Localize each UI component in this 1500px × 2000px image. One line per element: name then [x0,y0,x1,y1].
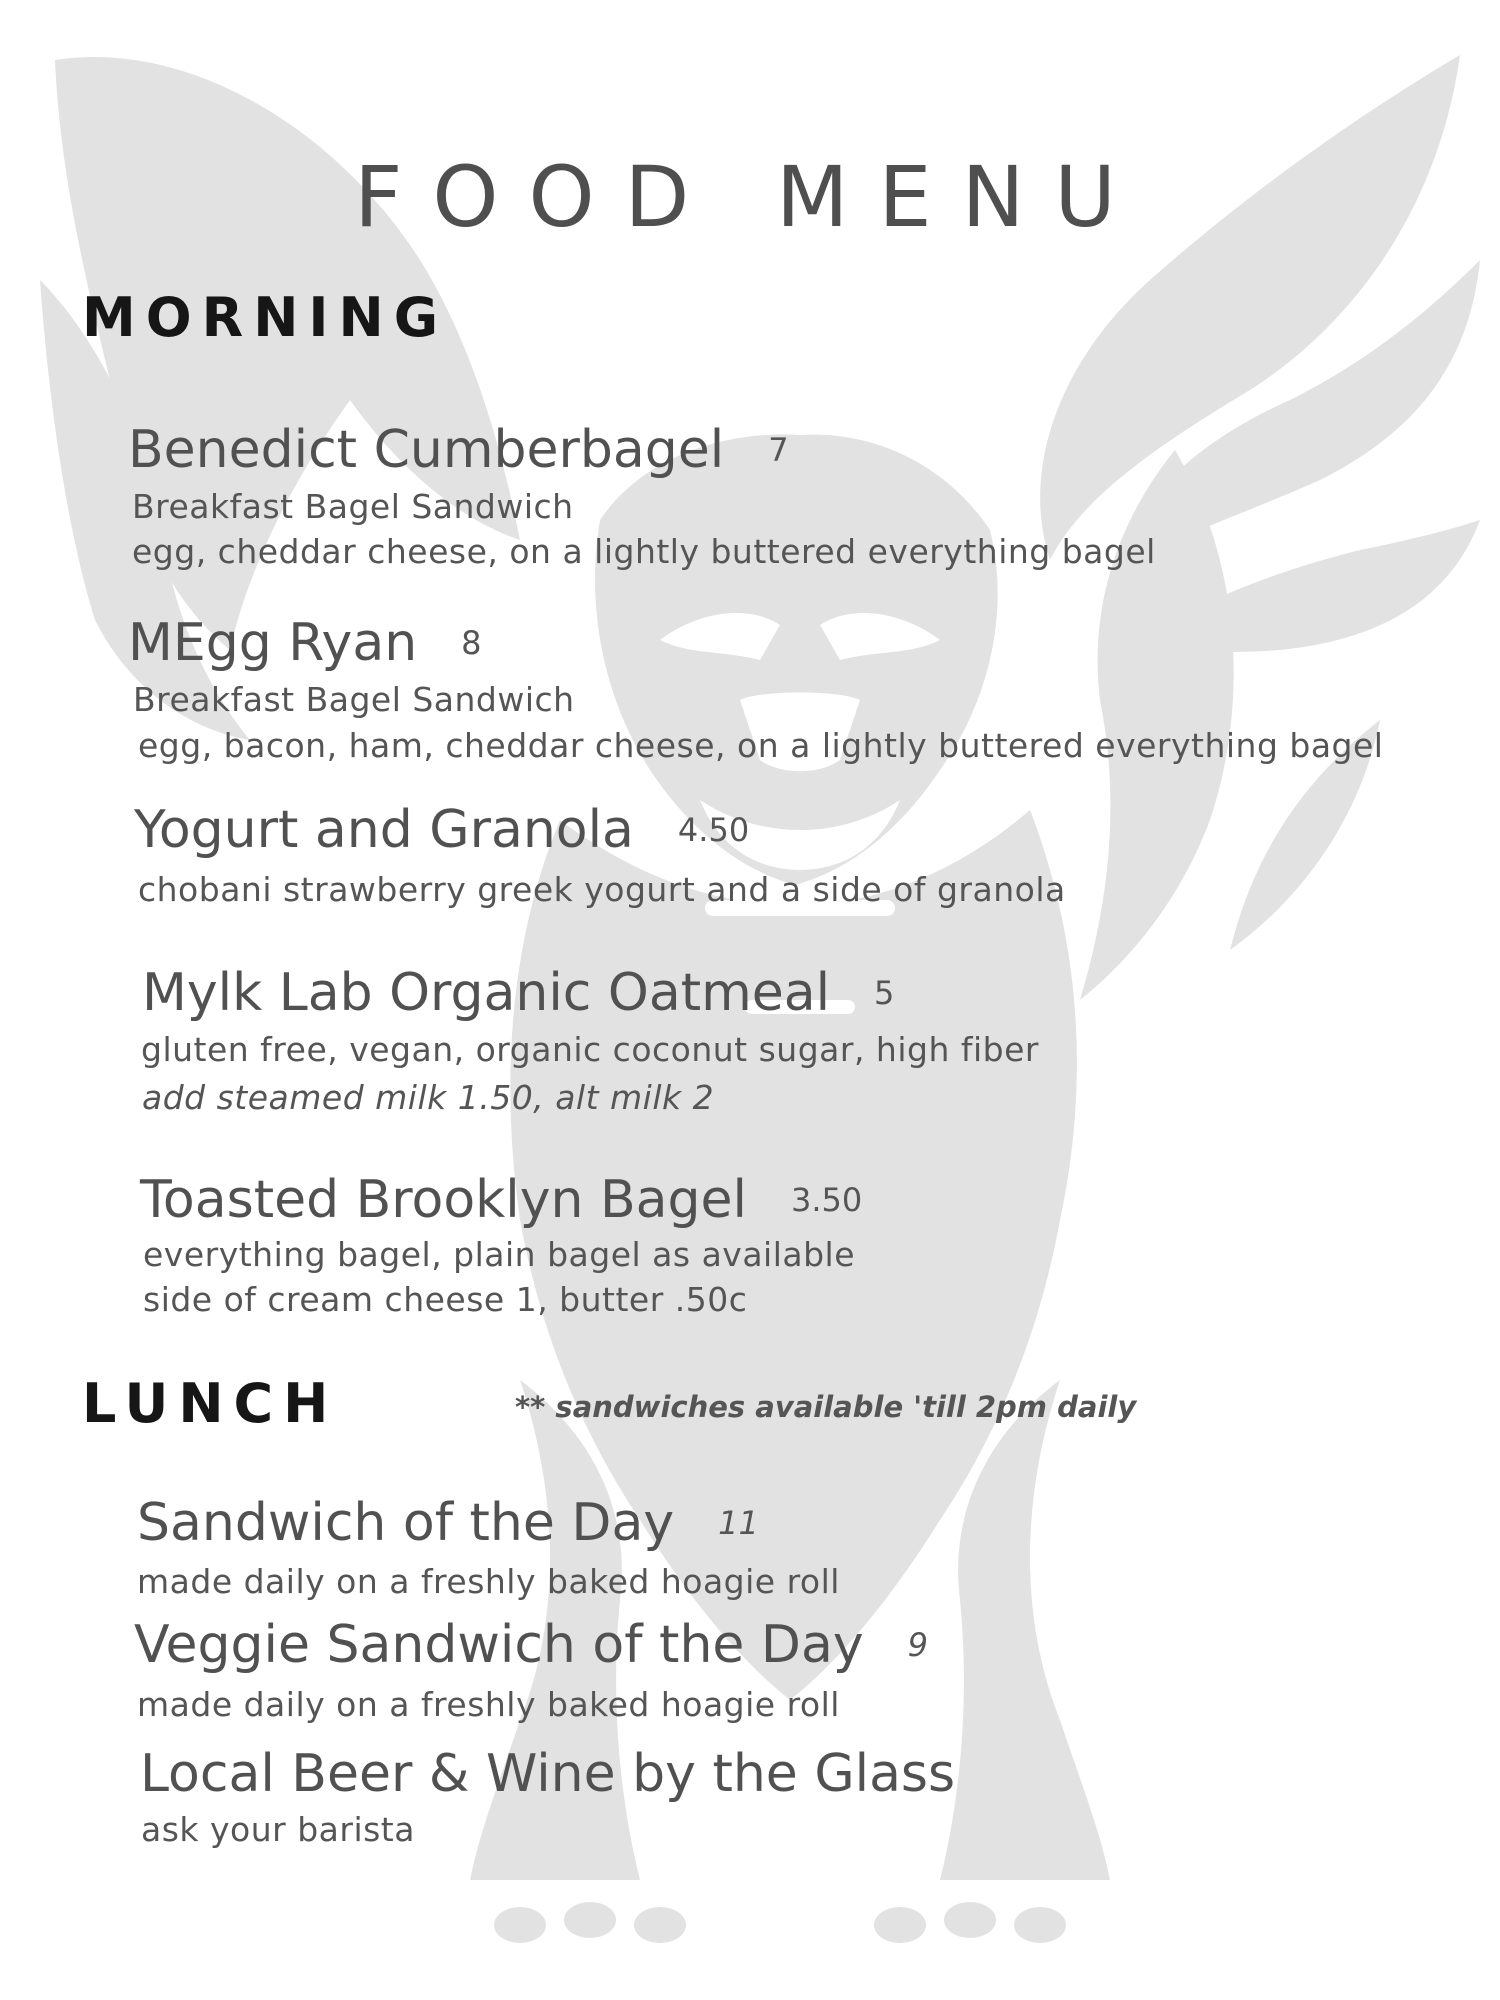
item-addon: add steamed milk 1.50, alt milk 2 [142,1078,715,1117]
item-description: made daily on a freshly baked hoagie roll [137,1685,840,1724]
lunch-availability-note: ** sandwiches available 'till 2pm daily [515,1390,1137,1424]
menu-item-yogurt-and-granola [134,800,749,860]
item-name: MEgg Ryan [128,613,418,673]
item-description: gluten free, vegan, organic coconut sugar, high fiber [141,1030,1039,1069]
item-name: Sandwich of the Day [137,1493,675,1553]
item-name: Yogurt and Granola [134,800,634,860]
page-title: FOOD MENU [354,148,1146,246]
item-name: Local Beer & Wine by the Glass [140,1744,956,1804]
item-description: side of cream cheese 1, butter .50c [143,1280,748,1319]
item-price: 7 [768,431,789,469]
menu-item-veggie-sandwich-of-the-day [134,1615,928,1675]
section-heading-morning: MORNING [82,286,449,349]
item-name: Mylk Lab Organic Oatmeal [142,963,831,1023]
item-description: egg, cheddar cheese, on a lightly buttered everything bagel [132,532,1156,571]
section-heading-lunch: LUNCH [82,1372,339,1435]
item-price: 11 [718,1504,759,1542]
menu-item-local-beer-and-wine [140,1744,955,1804]
item-price: 4.50 [677,811,750,849]
item-description: everything bagel, plain bagel as available [143,1235,856,1274]
item-price: 8 [461,624,482,662]
item-description: chobani strawberry greek yogurt and a side of granola [138,870,1066,909]
item-price: 9 [907,1626,928,1664]
item-description: Breakfast Bagel Sandwich [132,487,574,526]
item-description: made daily on a freshly baked hoagie roll [137,1562,840,1601]
item-description: Breakfast Bagel Sandwich [133,680,575,719]
item-name: Benedict Cumberbagel [128,420,725,480]
menu-item-sandwich-of-the-day [137,1493,759,1553]
menu-item-mylk-lab-organic-oatmeal [142,963,894,1023]
menu-item-megg-ryan [128,613,482,673]
item-description: egg, bacon, ham, cheddar cheese, on a lightly buttered everything bagel [138,726,1384,765]
item-price: 3.50 [790,1181,863,1219]
item-name: Toasted Brooklyn Bagel [140,1170,747,1230]
item-price: 5 [874,974,895,1012]
item-description: ask your barista [141,1810,415,1849]
menu-item-toasted-brooklyn-bagel [140,1170,862,1230]
item-name: Veggie Sandwich of the Day [134,1615,864,1675]
menu-item-benedict-cumberbagel [128,420,789,480]
